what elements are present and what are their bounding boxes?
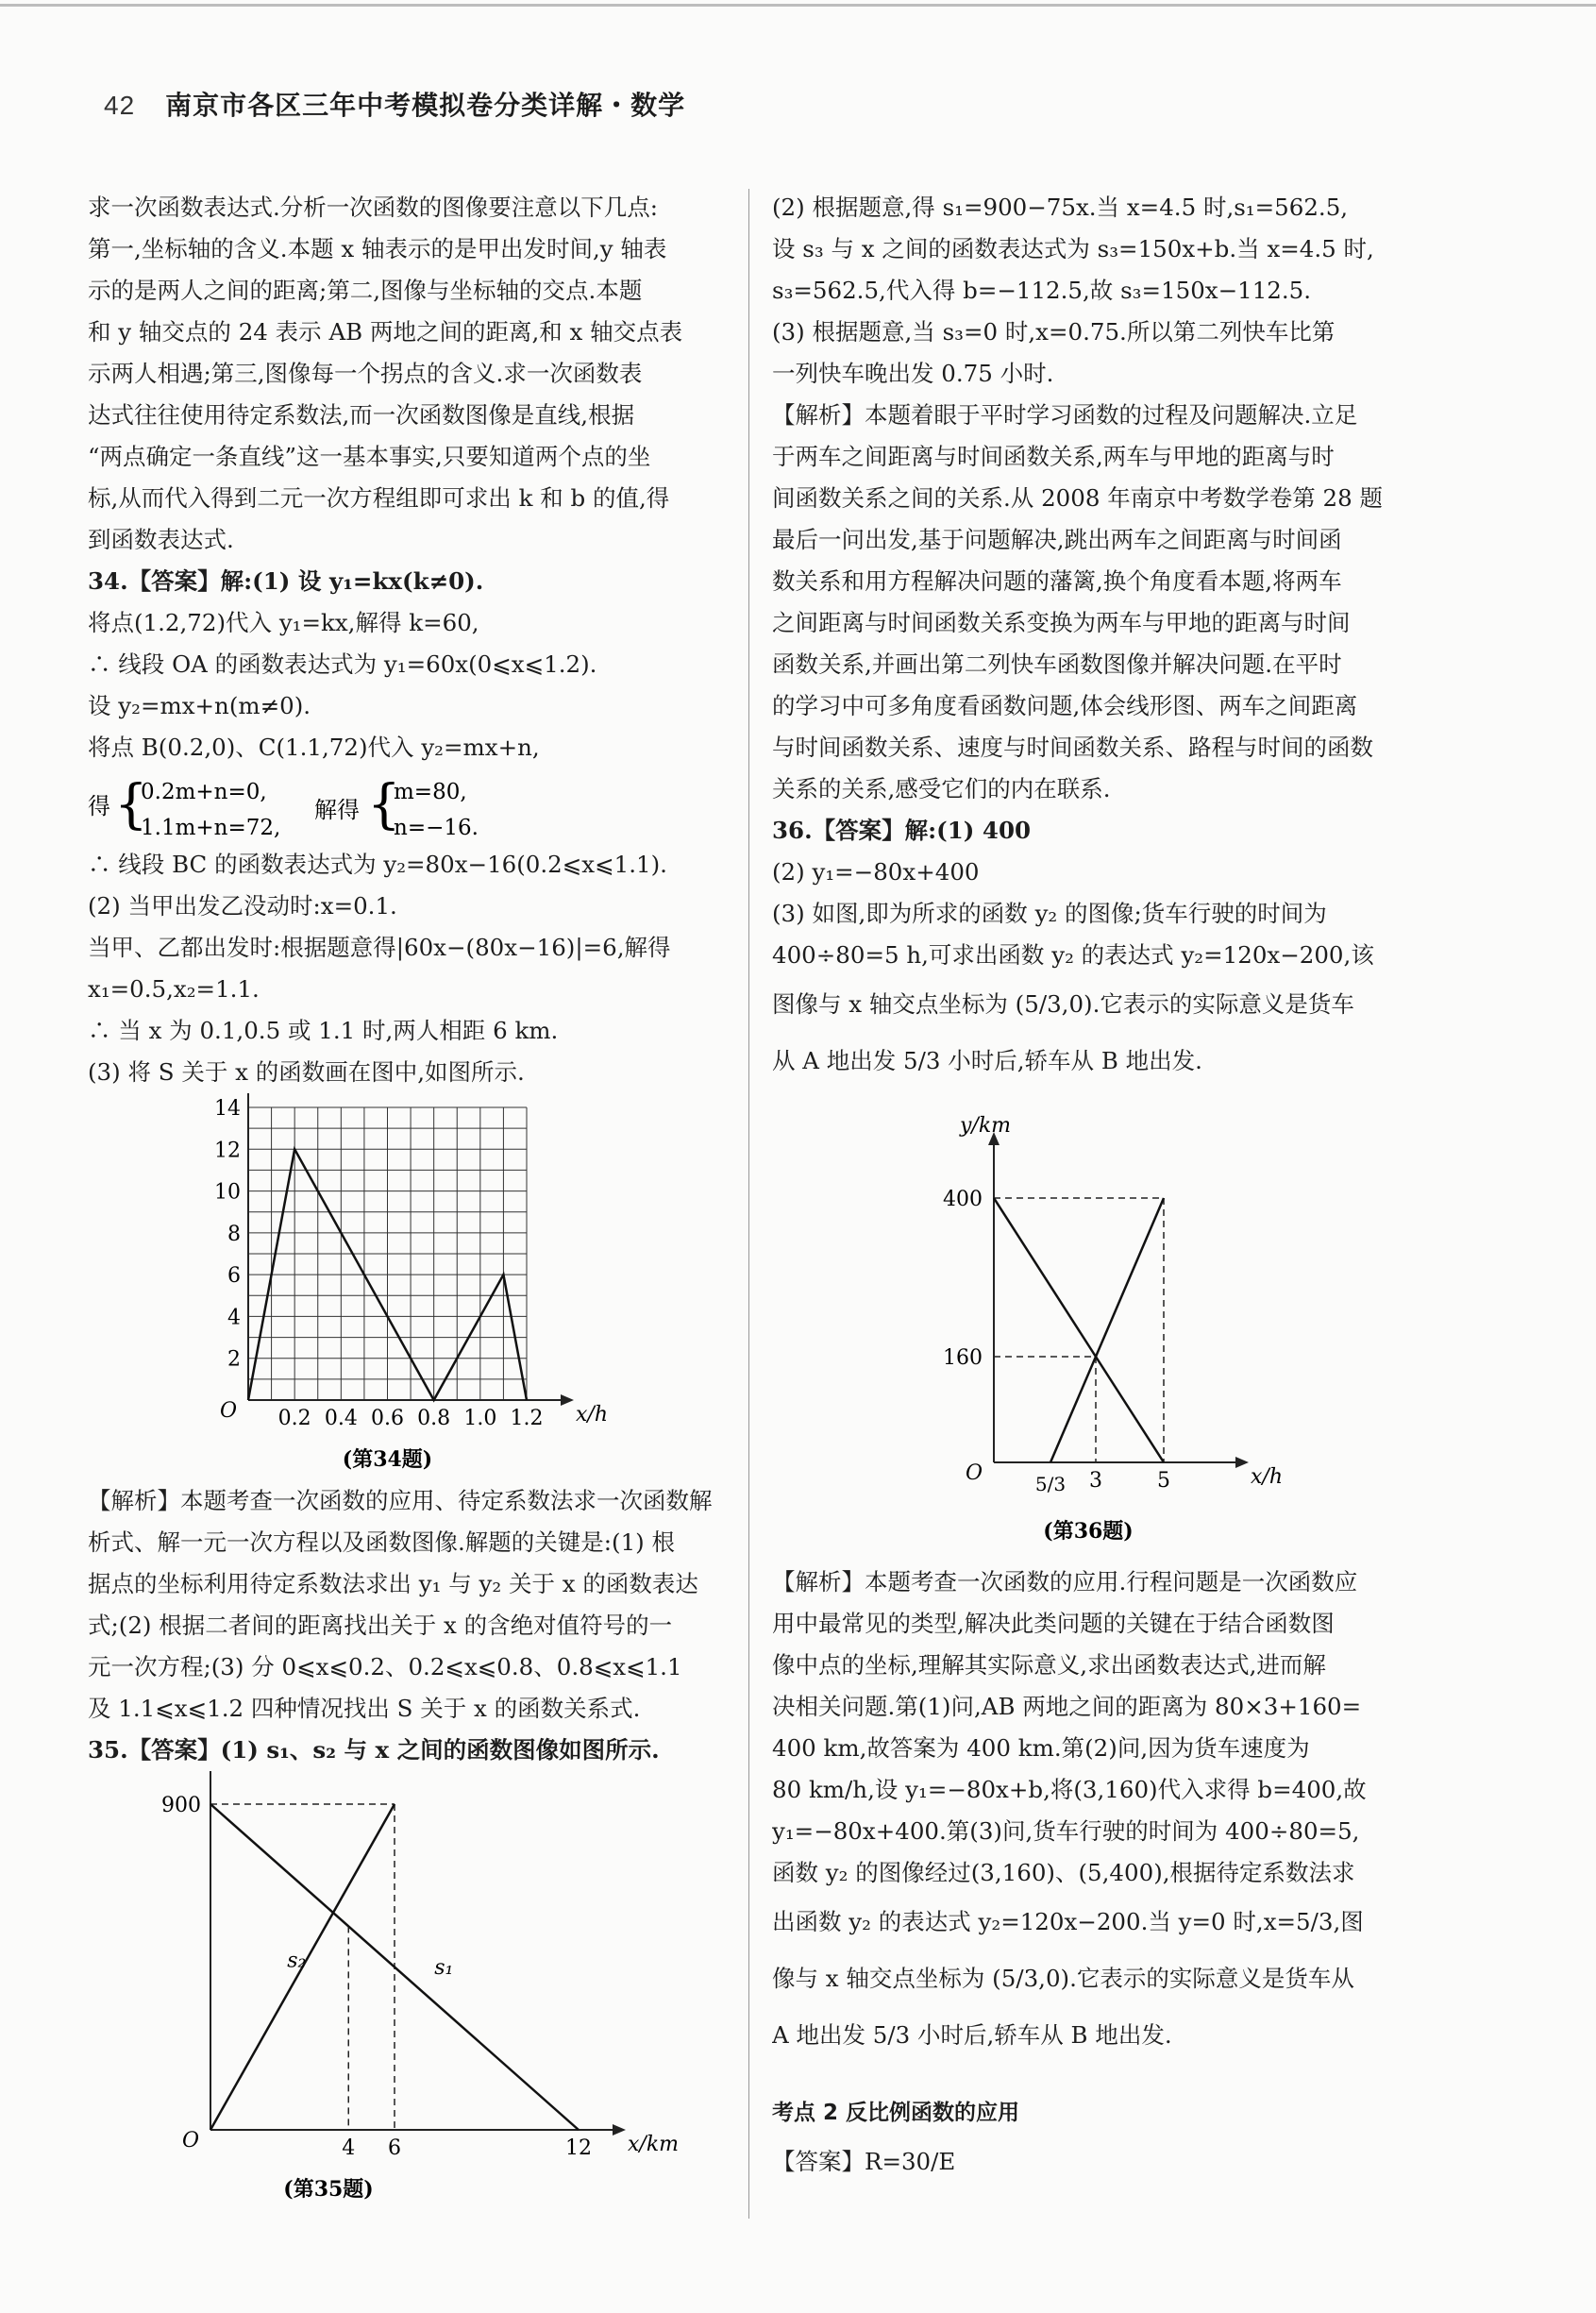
y-tick-label: 400 — [943, 1188, 983, 1211]
x-tick-label: 3 — [1089, 1469, 1102, 1493]
answer-34-heading: 34.【答案】解:(1) 设 y₁=kx(k≠0). — [88, 567, 484, 595]
figure-caption: (第35题) — [283, 2177, 374, 2202]
section-title: 考点 2 反比例函数的应用 — [772, 2101, 1020, 2125]
text-line: 的学习中可多角度看函数问题,体会线形图、两车之间距离 — [772, 692, 1358, 719]
x-tick-label: 0.4 — [324, 1407, 358, 1430]
text-line: 将点 B(0.2,0)、C(1.1,72)代入 y₂=mx+n, — [88, 734, 540, 761]
text-line: y₁=−80x+400.第(3)问,货车行驶的时间为 400÷80=5, — [772, 1817, 1360, 1845]
text-line: 【解析】本题着眼于平时学习函数的过程及问题解决.立足 — [772, 401, 1358, 429]
y-tick-label: 8 — [227, 1222, 241, 1246]
text-line-fraction: 出函数 y₂ 的表达式 y₂=120x−200.当 y=0 时,x=5/3,图 — [772, 1908, 1364, 1935]
series-label-s1: s₁ — [434, 1956, 454, 1981]
left-analysis-34 — [88, 1480, 720, 1771]
x-tick-label: 1.0 — [463, 1407, 497, 1430]
left-text-block-b — [88, 844, 720, 1093]
left-column — [88, 187, 720, 2215]
series-line-y1 — [994, 1198, 1164, 1462]
origin-label: O — [182, 2129, 200, 2153]
text-line: 第一,坐标轴的含义.本题 x 轴表示的是甲出发时间,y 轴表 — [88, 235, 667, 262]
equation-system — [88, 768, 720, 844]
text-line: 到函数表达式. — [88, 526, 234, 553]
x-axis-label: x/km — [628, 2133, 680, 2156]
x-axis-label: x/h — [1251, 1465, 1283, 1489]
text-line: 400÷80=5 h,可求出函数 y₂ 的表达式 y₂=120x−200,该 — [772, 941, 1374, 969]
text-line-fraction: A 地出发 5/3 小时后,轿车从 B 地出发. — [772, 2021, 1172, 2049]
series-line-y2 — [1050, 1198, 1164, 1462]
sol-line-1: m=80, — [394, 780, 467, 804]
column-divider — [748, 189, 749, 2219]
x-axis-arrow — [1235, 1457, 1249, 1468]
text-line-fraction: 从 A 地出发 5/3 小时后,轿车从 B 地出发. — [772, 1047, 1202, 1074]
left-brace-1: { — [114, 774, 148, 836]
text-line: 与时间函数关系、速度与时间函数关系、路程与时间的函数 — [772, 734, 1373, 761]
text-line: 决相关问题.第(1)问,AB 两地之间的距离为 80×3+160= — [772, 1693, 1362, 1720]
page-header — [104, 85, 685, 123]
text-line: 用中最常见的类型,解决此类问题的关键在于结合函数图 — [772, 1610, 1335, 1637]
text-line: 之间距离与时间函数关系变换为两车与甲地的距离与时间 — [772, 609, 1351, 636]
y-tick-label: 4 — [227, 1306, 241, 1330]
eq-de: 得 — [88, 793, 110, 819]
text-line: 标,从而代入得到二元一次方程组即可求出 k 和 b 的值,得 — [88, 484, 670, 512]
book-title: 南京市各区三年中考模拟卷分类详解・数学 — [165, 90, 686, 121]
eq-line-1: 0.2m+n=0, — [141, 780, 267, 804]
y-tick-label: 10 — [214, 1180, 241, 1205]
left-text-block-a — [88, 187, 720, 768]
text-line: 据点的坐标利用待定系数法求出 y₁ 与 y₂ 关于 x 的函数表达 — [88, 1570, 698, 1597]
text-line: 于两车之间距离与时间函数关系,两车与甲地的距离与时 — [772, 443, 1335, 470]
text-line: “两点确定一条直线”这一基本事实,只要知道两个点的坐 — [88, 443, 651, 470]
x-tick-label: 1.2 — [510, 1407, 544, 1430]
x-tick-label: 0.2 — [277, 1407, 311, 1430]
text-line: s₃=562.5,代入得 b=−112.5,故 s₃=150x−112.5. — [772, 277, 1312, 304]
figure-34-chart — [88, 1093, 720, 1480]
text-line: 设 y₂=mx+n(m≠0). — [88, 692, 311, 719]
text-line: (3) 如图,即为所求的函数 y₂ 的图像;货车行驶的时间为 — [772, 900, 1327, 927]
x-axis-arrow — [561, 1394, 574, 1406]
origin-label: O — [966, 1461, 983, 1485]
text-line: 间函数关系之间的关系.从 2008 年南京中考数学卷第 28 题 — [772, 484, 1383, 512]
text-line: 求一次函数表达式.分析一次函数的图像要注意以下几点: — [88, 194, 659, 221]
y-tick-label: 900 — [161, 1794, 201, 1817]
x-axis-label: x/h — [576, 1403, 608, 1427]
text-line: 一列快车晚出发 0.75 小时. — [772, 360, 1054, 387]
text-line: 关系的关系,感受它们的内在联系. — [772, 775, 1111, 802]
eq-line-2: 1.1m+n=72, — [141, 816, 281, 840]
text-line: 400 km,故答案为 400 km.第(2)问,因为货车速度为 — [772, 1734, 1310, 1762]
answer-35-heading: 35.【答案】(1) s₁、s₂ 与 x 之间的函数图像如图所示. — [88, 1736, 660, 1764]
x-axis-arrow — [613, 2124, 626, 2136]
x-tick-label: 12 — [565, 2136, 592, 2160]
text-line: 当甲、乙都出发时:根据题意得|60x−(80x−16)|=6,解得 — [88, 934, 671, 961]
right-text-block-a — [772, 187, 1404, 1089]
y-tick-label: 2 — [227, 1347, 241, 1372]
text-line: 【解析】本题考查一次函数的应用、待定系数法求一次函数解 — [88, 1487, 713, 1514]
text-line: 数关系和用方程解决问题的藩篱,换个角度看本题,将两车 — [772, 567, 1342, 595]
text-line: ∴ 线段 OA 的函数表达式为 y₁=60x(0⩽x⩽1.2). — [88, 650, 597, 678]
figure-36-chart — [772, 1089, 1404, 1562]
text-line: (2) y₁=−80x+400 — [772, 858, 980, 886]
text-line: x₁=0.5,x₂=1.1. — [88, 975, 260, 1003]
series-label-s2: s₂ — [287, 1949, 307, 1973]
figure-35-chart — [88, 1771, 720, 2215]
x-tick-label: 5 — [1157, 1469, 1170, 1493]
text-line: 80 km/h,设 y₁=−80x+b,将(3,160)代入求得 b=400,故 — [772, 1776, 1367, 1803]
text-line: 达式往往使用待定系数法,而一次函数图像是直线,根据 — [88, 401, 635, 429]
text-line: 及 1.1⩽x⩽1.2 四种情况找出 S 关于 x 的函数关系式. — [88, 1695, 641, 1722]
x-tick-label: 5/3 — [1034, 1473, 1067, 1495]
text-line: (3) 根据题意,当 s₃=0 时,x=0.75.所以第二列快车比第 — [772, 318, 1336, 346]
text-line: 示的是两人之间的距离;第二,图像与坐标轴的交点.本题 — [88, 277, 643, 304]
text-line: 最后一问出发,基于问题解决,跳出两车之间距离与时间函 — [772, 526, 1342, 553]
figure-caption: (第36题) — [1043, 1519, 1134, 1544]
text-line: 函数关系,并画出第二列快车函数图像并解决问题.在平时 — [772, 650, 1342, 678]
x-tick-label: 0.6 — [371, 1407, 404, 1430]
text-line-fraction: 图像与 x 轴交点坐标为 (5/3,0).它表示的实际意义是货车 — [772, 990, 1354, 1018]
page-number: 42 — [104, 91, 136, 120]
left-brace-2: { — [367, 774, 401, 836]
y-tick-label: 12 — [214, 1139, 241, 1163]
text-line: 式;(2) 根据二者间的距离找出关于 x 的含绝对值符号的一 — [88, 1612, 673, 1639]
answer-36-heading: 36.【答案】解:(1) 400 — [772, 817, 1032, 844]
y-tick-label: 14 — [214, 1097, 241, 1121]
y-axis-label: y/km — [960, 1114, 1012, 1138]
x-tick-label: 0.8 — [417, 1407, 451, 1430]
text-line: ∴ 当 x 为 0.1,0.5 或 1.1 时,两人相距 6 km. — [88, 1017, 559, 1044]
y-tick-label: 6 — [227, 1264, 241, 1289]
text-line: 和 y 轴交点的 24 表示 AB 两地之间的距离,和 x 轴交点表 — [88, 318, 683, 346]
text-line: 函数 y₂ 的图像经过(3,160)、(5,400),根据待定系数法求 — [772, 1859, 1355, 1886]
text-line: (2) 当甲出发乙没动时:x=0.1. — [88, 892, 397, 920]
top-rule — [0, 4, 1596, 7]
text-line: 元一次方程;(3) 分 0⩽x⩽0.2、0.2⩽x⩽0.8、0.8⩽x⩽1.1 — [88, 1653, 682, 1680]
origin-label: O — [220, 1399, 238, 1423]
text-line: 将点(1.2,72)代入 y₁=kx,解得 k=60, — [88, 609, 479, 636]
text-line: 【解析】本题考查一次函数的应用.行程问题是一次函数应 — [772, 1568, 1358, 1595]
y-tick-label: 160 — [943, 1346, 983, 1370]
x-tick-label: 4 — [342, 2136, 356, 2160]
right-column — [772, 187, 1404, 2190]
eq-jiede: 解得 — [314, 797, 360, 823]
text-line: (3) 将 S 关于 x 的函数画在图中,如图所示. — [88, 1058, 525, 1086]
sol-line-2: n=−16. — [394, 816, 479, 840]
text-line: 像中点的坐标,理解其实际意义,求出函数表达式,进而解 — [772, 1651, 1326, 1679]
figure-caption: (第34题) — [342, 1447, 433, 1472]
text-line-fraction: 像与 x 轴交点坐标为 (5/3,0).它表示的实际意义是货车从 — [772, 1965, 1354, 1992]
text-line: 设 s₃ 与 x 之间的函数表达式为 s₃=150x+b.当 x=4.5 时, — [772, 235, 1374, 262]
final-answer: 【答案】R=30/E — [772, 2148, 956, 2175]
text-line: ∴ 线段 BC 的函数表达式为 y₂=80x−16(0.2⩽x⩽1.1). — [88, 851, 667, 878]
x-tick-label: 6 — [388, 2136, 401, 2160]
text-line: 示两人相遇;第三,图像每一个拐点的含义.求一次函数表 — [88, 360, 643, 387]
text-line: 析式、解一元一次方程以及函数图像.解题的关键是:(1) 根 — [88, 1528, 676, 1556]
right-analysis-36 — [772, 1562, 1404, 2064]
text-line: (2) 根据题意,得 s₁=900−75x.当 x=4.5 时,s₁=562.5, — [772, 194, 1349, 221]
